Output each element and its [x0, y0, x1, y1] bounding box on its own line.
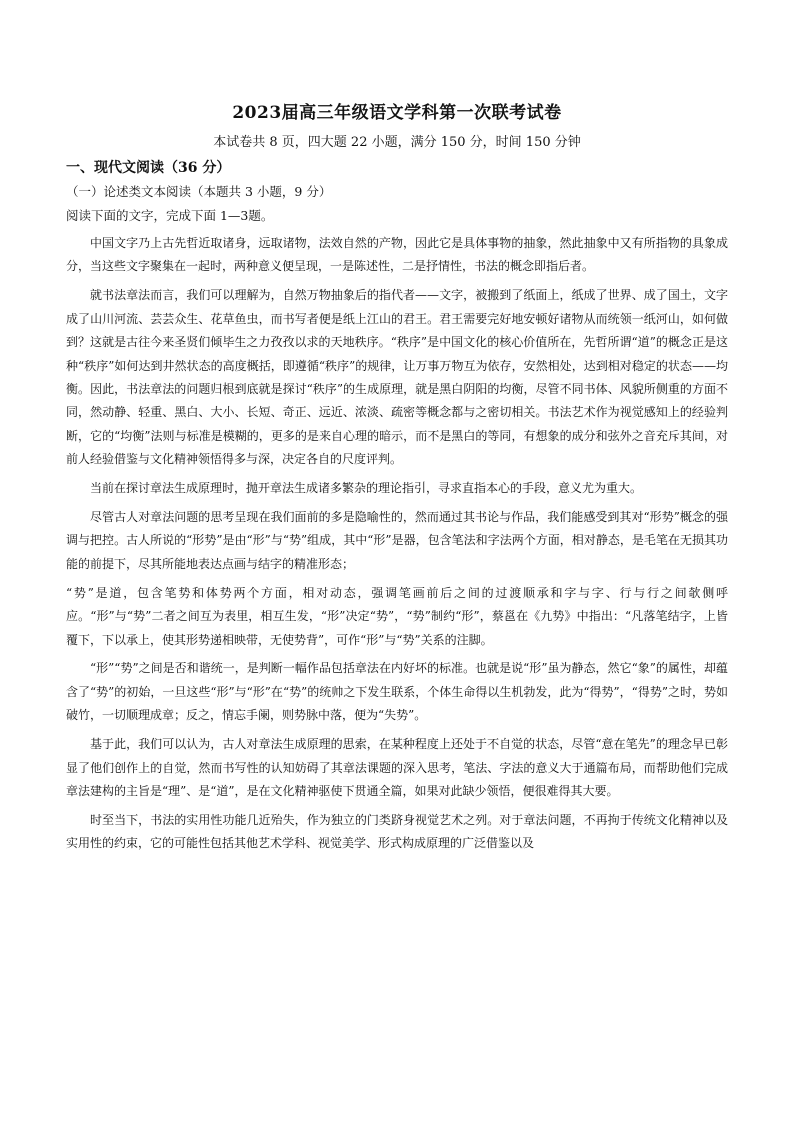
passage-paragraph: 基于此，我们可以认为，古人对章法生成原理的思索，在某种程度上还处于不自觉的状态，尽管“意在笔先”的理念早已彰显了他们创作上的自觉，然而书写性的认知妨碍了其章法课题的深入思考，笔法、字法的意义大于通篇布局，而帮助他们完成章法建构的主旨是“理”、是“道”，是在文化精神驱使下贯通全篇，如果对此缺少领悟，便很难得其大要。 [66, 737, 728, 798]
passage-paragraph: “形”“势”之间是否和谐统一，是判断一幅作品包括章法在内好坏的标准。也就是说“形”虽为静态，然它“象”的属性，却蕴含了“势”的初始，一旦这些“形”与“形”在“势”的统帅之下发生联系，个体生命得以生机勃发，此为“得势”，“得势”之时，势如破竹，一切顺理成章；反之，情忘手阑，则势脉中落，便为“失势”。 [66, 661, 728, 723]
section-subheading: （一）论述类文本阅读（本题共 3 小题，9 分） [66, 184, 332, 199]
passage-paragraph: 当前在探讨章法生成原理时，抛开章法生成诸多繁杂的理论指引，寻求直指本心的手段，意义尤为重大。 [90, 481, 643, 496]
passage-paragraph: 时至当下，书法的实用性功能几近殆失，作为独立的门类跻身视觉艺术之列。对于章法问题，不再拘于传统文化精神以及实用性的约束，它的可能性包括其他艺术学科、视觉美学、形式构成原理的广泛借鉴以及 [66, 812, 728, 851]
exam-subtitle: 本试卷共 8 页，四大题 22 小题，满分 150 分，时间 150 分钟 [213, 135, 581, 150]
exam-title: 2023届高三年级语文学科第一次联考试卷 [232, 103, 562, 123]
passage-body [66, 232, 728, 861]
passage-paragraph: “势”是道，包含笔势和体势两个方面，相对动态，强调笔画前后之间的过渡顺承和字与字、行与行之间欹侧呼应。“形”与“势”二者之间互为表里，相互生发，“形”决定“势”，“势”制约“形”，蔡邕在《九势》中指出：“凡落笔结字，上皆覆下，下以承上，使其形势递相映带，无使势背”，可作“形”与“势”关系的注脚。 [66, 585, 728, 647]
section-heading: 一、现代文阅读（36 分） [66, 160, 231, 176]
passage-paragraph: 中国文字乃上古先哲近取诸身，远取诸物，法效自然的产物，因此它是具体事物的抽象，然此抽象中又有所指物的具象成分，当这些文字聚集在一起时，两种意义便呈现，一是陈述性，二是抒情性，书法的概念即指后者。 [66, 236, 728, 274]
reading-instruction: 阅读下面的文字，完成下面 1—3题。 [66, 208, 274, 223]
passage-paragraph: 就书法章法而言，我们可以理解为，自然万物抽象后的指代者——文字，被搬到了纸面上，纸成了世界、成了国土，文字成了山川河流、芸芸众生、花草鱼虫，而书写者便是纸上江山的君王。君王需要完好地安顿好诸物从而统领一纸河山，如何做到？这就是古往今来圣贤们倾毕生之力孜孜以求的天地秩序。“秩序”是中国文化的核心价值所在，先哲所谓“道”的概念正是这种“秩序”如何达到井然状态的高度概括，即遵循“秩序”的规律，让万事万物互为依存，安然相处，达到相对稳定的状态——均衡。因此，书法章法的问题归根到底就是探讨“秩序”的生成原理，就是黑白阴阳的均衡，尽管不同书体、风貌所侧重的方面不同，然动静、轻重、黑白、大小、长短、奇正、远近、浓淡、疏密等概念都与之密切相关。书法艺术作为视觉感知上的经验判断，它的“均衡”法则与标准是模糊的，更多的是来自心理的暗示，而不是黑白的等同，有想象的成分和弦外之音充斥其间，对前人经验借鉴与文化精神领悟得多与深，决定各自的尺度评判。 [66, 288, 728, 467]
passage-paragraph: 尽管古人对章法问题的思考呈现在我们面前的多是隐喻性的，然而通过其书论与作品，我们能感受到其对“形势”概念的强调与把控。古人所说的“形势”是由“形”与“势”组成，其中“形”是器，包含笔法和字法两个方面，相对静态，是毛笔在无损其功能的前提下，尽其所能地表达点画与结字的精准形态； [66, 509, 728, 571]
